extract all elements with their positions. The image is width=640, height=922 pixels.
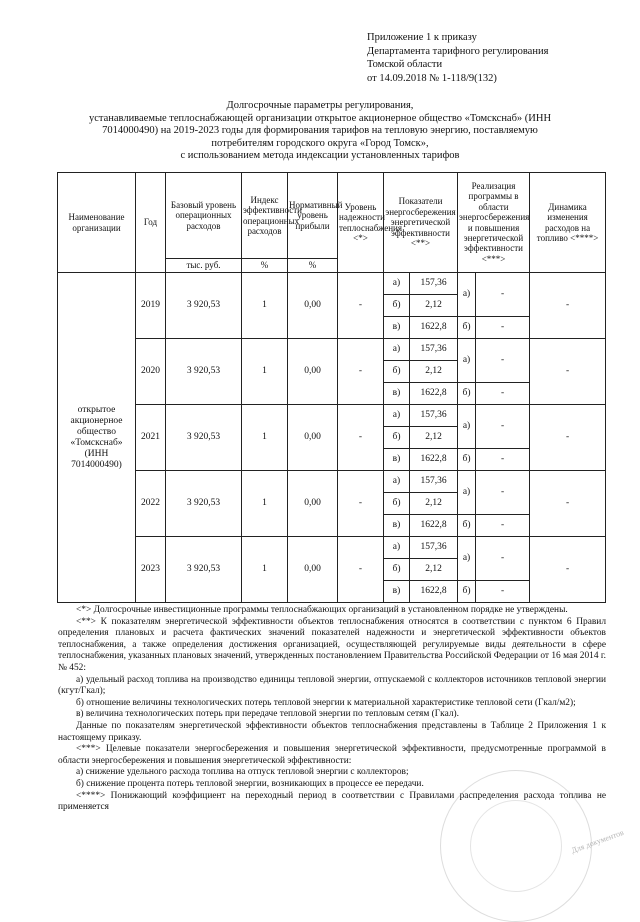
title-line: потребителям городского округа «Город Томск»,	[211, 137, 429, 149]
program-label-b: б)	[458, 317, 476, 339]
header-year: Год	[136, 173, 166, 273]
dynamics-cell: -	[530, 339, 606, 405]
energy-label-b: б)	[384, 493, 410, 515]
title-line: Долгосрочные параметры регулирования,	[226, 100, 414, 111]
document-title	[60, 100, 580, 163]
energy-label-a: а)	[384, 339, 410, 361]
year-cell: 2022	[136, 471, 166, 537]
org-name-cell: открытое акционерное общество «Томскснаб» (ИНН 7014000490)	[58, 273, 136, 603]
energy-value-v: 1622,8	[410, 515, 458, 537]
energy-label-v: в)	[384, 515, 410, 537]
base-cell: 3 920,53	[166, 339, 242, 405]
energy-label-a: а)	[384, 471, 410, 493]
energy-label-a: а)	[384, 273, 410, 295]
norm-cell: 0,00	[288, 537, 338, 603]
index-cell: 1	[242, 471, 288, 537]
reliability-cell: -	[338, 537, 384, 603]
program-label-a: а)	[458, 273, 476, 317]
program-value-a: -	[476, 273, 530, 317]
energy-label-v: в)	[384, 449, 410, 471]
header-index: Индекс эффективности операционных расходов	[242, 173, 288, 259]
norm-cell: 0,00	[288, 273, 338, 339]
reliability-cell: -	[338, 405, 384, 471]
energy-label-b: б)	[384, 427, 410, 449]
header-line: от 14.09.2018 № 1-118/9(132)	[367, 72, 497, 84]
parameters-table	[57, 172, 606, 603]
reliability-cell: -	[338, 339, 384, 405]
energy-value-a: 157,36	[410, 273, 458, 295]
year-row	[58, 339, 606, 361]
year-row	[58, 273, 606, 295]
unit-base: тыс. руб.	[166, 259, 242, 273]
energy-label-a: а)	[384, 537, 410, 559]
year-cell: 2019	[136, 273, 166, 339]
dynamics-cell: -	[530, 537, 606, 603]
energy-value-v: 1622,8	[410, 449, 458, 471]
base-cell: 3 920,53	[166, 471, 242, 537]
index-cell: 1	[242, 273, 288, 339]
program-label-b: б)	[458, 383, 476, 405]
program-value-b: -	[476, 515, 530, 537]
program-label-b: б)	[458, 515, 476, 537]
footnote: <*> Долгосрочные инвестиционные программы теплоснабжающих организаций в установленном порядке не утверждены.	[76, 605, 568, 615]
energy-label-b: б)	[384, 559, 410, 581]
program-label-a: а)	[458, 405, 476, 449]
energy-value-v: 1622,8	[410, 581, 458, 603]
norm-cell: 0,00	[288, 471, 338, 537]
index-cell: 1	[242, 339, 288, 405]
energy-value-b: 2,12	[410, 295, 458, 317]
header-dynamics: Динамика изменения расходов на топливо <****>	[530, 173, 606, 273]
program-label-a: а)	[458, 537, 476, 581]
energy-label-b: б)	[384, 361, 410, 383]
index-cell: 1	[242, 405, 288, 471]
year-row	[58, 471, 606, 493]
stamp-text: Для документов	[570, 827, 625, 856]
index-cell: 1	[242, 537, 288, 603]
reliability-cell: -	[338, 273, 384, 339]
energy-label-v: в)	[384, 581, 410, 603]
footnote: <***> Целевые показатели энергосбережения и повышения энергетической эффективности, предусмотренные программой в области энергосбережения и повышения энергетической эффективности:	[58, 744, 606, 766]
footnote: б) отношение величины технологических потерь тепловой энергии к материальной характеристике тепловой сети (Гкал/м2);	[76, 697, 576, 708]
dynamics-cell: -	[530, 273, 606, 339]
footnote: а) снижение удельного расхода топлива на отпуск тепловой энергии с коллекторов;	[76, 767, 409, 778]
header-base: Базовый уровень операционных расходов	[166, 173, 242, 259]
year-cell: 2023	[136, 537, 166, 603]
energy-label-b: б)	[384, 295, 410, 317]
energy-value-b: 2,12	[410, 559, 458, 581]
program-value-b: -	[476, 383, 530, 405]
energy-value-a: 157,36	[410, 405, 458, 427]
footnote: <**> К показателям энергетической эффективности объектов теплоснабжения относятся в соответствии с пунктом 6 Правил определения плановых и расчета фактических значений показателей надежности и энергетической эффективности объектов теплоснабжения, а также определения достижения организацией, осуществляющей регулируемые виды деятельности в сфере теплоснабжения, указанных плановых значений, утвержденных постановлением Правительства Российской Федерации от 16 мая 2014 г. № 452:	[58, 616, 606, 673]
header-energy: Показатели энергосбережения энергетической эффективности <**>	[384, 173, 458, 273]
program-label-a: а)	[458, 471, 476, 515]
base-cell: 3 920,53	[166, 537, 242, 603]
program-value-a: -	[476, 537, 530, 581]
program-value-a: -	[476, 405, 530, 449]
title-line: устанавливаемые теплоснабжающей организации открытое акционерное общество «Томскснаб» (ИНН	[88, 112, 552, 124]
energy-label-v: в)	[384, 383, 410, 405]
dynamics-cell: -	[530, 471, 606, 537]
header-norm: Нормативный уровень прибыли	[288, 173, 338, 259]
title-line: с использованием метода индексации установленных тарифов	[180, 150, 460, 161]
header-line: Приложение 1 к приказу	[367, 32, 477, 43]
header-org: Наименование организации	[58, 173, 136, 273]
energy-value-b: 2,12	[410, 427, 458, 449]
year-cell: 2020	[136, 339, 166, 405]
dynamics-cell: -	[530, 405, 606, 471]
header-reliability: Уровень надежности теплоснабжения <*>	[338, 173, 384, 273]
footnote: Данные по показателям энергетической эффективности объектов теплоснабжения представлены в Таблице 2 Приложения 1 к настоящему приказу.	[58, 720, 606, 743]
program-label-a: а)	[458, 339, 476, 383]
energy-value-a: 157,36	[410, 537, 458, 559]
reliability-cell: -	[338, 471, 384, 537]
base-cell: 3 920,53	[166, 405, 242, 471]
header-program: Реализация программы в области энергосбережения и повышения энергетической эффективности <***>	[458, 173, 530, 273]
header-line: Департамента тарифного регулирования	[367, 45, 549, 57]
unit-index: %	[242, 259, 288, 273]
program-label-b: б)	[458, 581, 476, 603]
program-value-b: -	[476, 317, 530, 339]
year-row	[58, 537, 606, 559]
unit-norm: %	[288, 259, 338, 273]
program-value-b: -	[476, 449, 530, 471]
footnote: б) снижение процента потерь тепловой энергии, возникающих в процессе ее передачи.	[76, 778, 424, 789]
program-label-b: б)	[458, 449, 476, 471]
energy-value-a: 157,36	[410, 339, 458, 361]
energy-value-b: 2,12	[410, 361, 458, 383]
footnote: а) удельный расход топлива на производство единицы тепловой энергии, отпускаемой с коллекторов источников тепловой энергии (кгут/Гкал);	[58, 674, 606, 697]
norm-cell: 0,00	[288, 339, 338, 405]
stamp-inner-ring	[470, 800, 562, 892]
title-line: 7014000490) на 2019-2023 годы для формирования тарифов на тепловую энергию, поставляемую	[102, 125, 538, 136]
energy-value-v: 1622,8	[410, 383, 458, 405]
energy-label-a: а)	[384, 405, 410, 427]
energy-value-a: 157,36	[410, 471, 458, 493]
program-value-a: -	[476, 339, 530, 383]
footnote: в) величина технологических потерь при передаче тепловой энергии по тепловым сетям (Гкал).	[76, 709, 459, 720]
year-cell: 2021	[136, 405, 166, 471]
energy-label-v: в)	[384, 317, 410, 339]
base-cell: 3 920,53	[166, 273, 242, 339]
header-line: Томской области	[367, 59, 443, 70]
energy-value-v: 1622,8	[410, 317, 458, 339]
year-row	[58, 405, 606, 427]
order-header	[367, 31, 548, 85]
energy-value-b: 2,12	[410, 493, 458, 515]
program-value-a: -	[476, 471, 530, 515]
program-value-b: -	[476, 581, 530, 603]
footnote: <****> Понижающий коэффициент на переходный период в соответствии с Правилами распределения расхода топлива не применяется	[58, 790, 606, 813]
norm-cell: 0,00	[288, 405, 338, 471]
